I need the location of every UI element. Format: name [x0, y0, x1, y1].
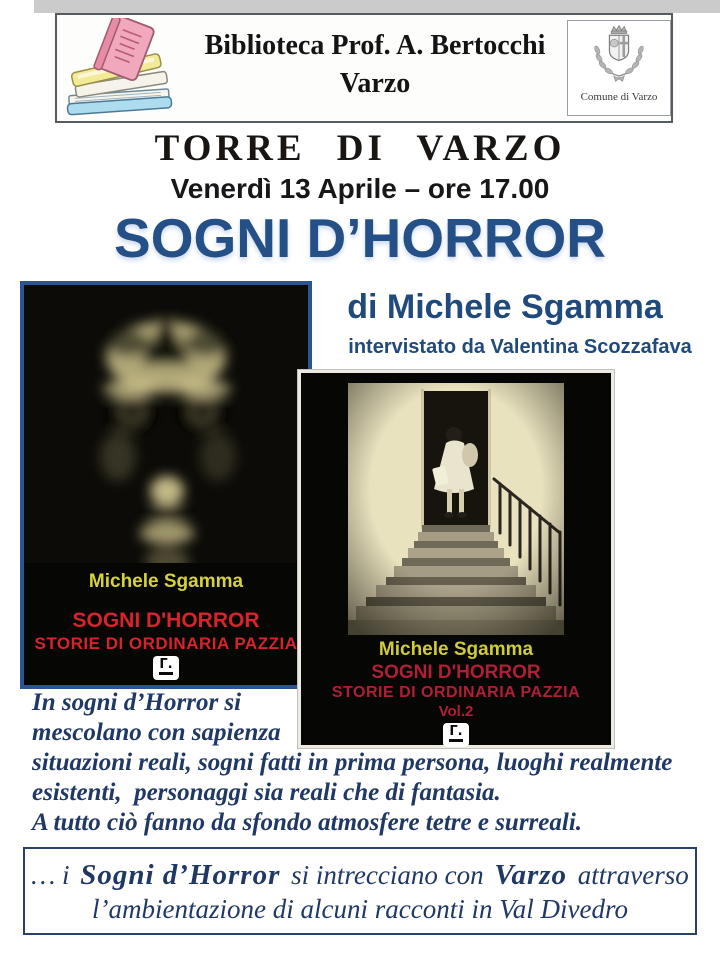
event-author: di Michele Sgamma — [347, 288, 663, 326]
publisher-logo-bar — [159, 672, 173, 675]
publisher-logo-glyph: Γ. — [159, 657, 173, 672]
publisher-logo-bar — [449, 739, 463, 742]
event-datetime: Venerdì 13 Aprile – ore 17.00 — [170, 173, 550, 204]
municipality-box — [567, 20, 671, 116]
venue-title: TORRE DI VARZO — [154, 128, 566, 169]
footer-note — [23, 847, 697, 935]
event-title: SOGNI D’HORROR — [114, 207, 606, 269]
footer-prefix: … i — [31, 860, 77, 890]
footer-line1-end: attraverso — [571, 860, 689, 890]
cover2-subtitle: STORIE DI ORDINARIA PAZZIA — [331, 684, 581, 701]
cover2-volume: Vol.2 — [438, 703, 474, 720]
photo-edge-strip — [34, 0, 720, 13]
ghost-face-cover-art — [24, 285, 308, 568]
publisher-logo — [24, 656, 308, 680]
cover2-author: Michele Sgamma — [378, 639, 534, 660]
description-line: In sogni d’Horror si — [32, 689, 242, 716]
book-cover-vol2 — [298, 370, 614, 748]
event-interviewer: intervistato da Valentina Scozzafava — [348, 336, 692, 358]
cover2-title: SOGNI D'HORROR — [371, 662, 541, 683]
description-line: A tutto ciò fanno da sfondo atmosfere tetre e surreali. — [32, 809, 583, 836]
cover1-author: Michele Sgamma — [88, 571, 244, 592]
description-line: situazioni reali, sogni fatti in prima persona, luoghi realmente — [32, 749, 673, 776]
description-line: esistenti, personaggi sia reali che di fantasia. — [32, 779, 501, 806]
footer-series-title: Sogni d’Horror — [80, 859, 281, 891]
footer-line1 — [25, 858, 695, 892]
book-cover-vol1 — [20, 281, 312, 689]
footer-middle: si intrecciano con — [284, 860, 491, 890]
footer-place: Varzo — [494, 859, 568, 891]
coat-of-arms-icon — [584, 24, 654, 90]
cover1-title: SOGNI D'HORROR — [72, 609, 260, 632]
municipality-caption: Comune di Varzo — [580, 91, 658, 103]
library-name — [185, 27, 565, 103]
publisher-logo-glyph: Γ. — [449, 724, 463, 739]
library-header — [55, 13, 673, 123]
publisher-logo — [301, 723, 611, 747]
footer-line2: l’ambientazione di alcuni racconti in Val Divedro — [92, 894, 628, 924]
staircase-cover-art — [348, 383, 564, 640]
description-line: mescolano con sapienza — [32, 719, 281, 746]
library-name-line2: Varzo — [339, 68, 411, 99]
stacked-books-icon — [63, 18, 185, 118]
cover1-subtitle: STORIE DI ORDINARIA PAZZIA — [34, 634, 298, 653]
library-name-line1: Biblioteca Prof. A. Bertocchi — [204, 30, 546, 61]
